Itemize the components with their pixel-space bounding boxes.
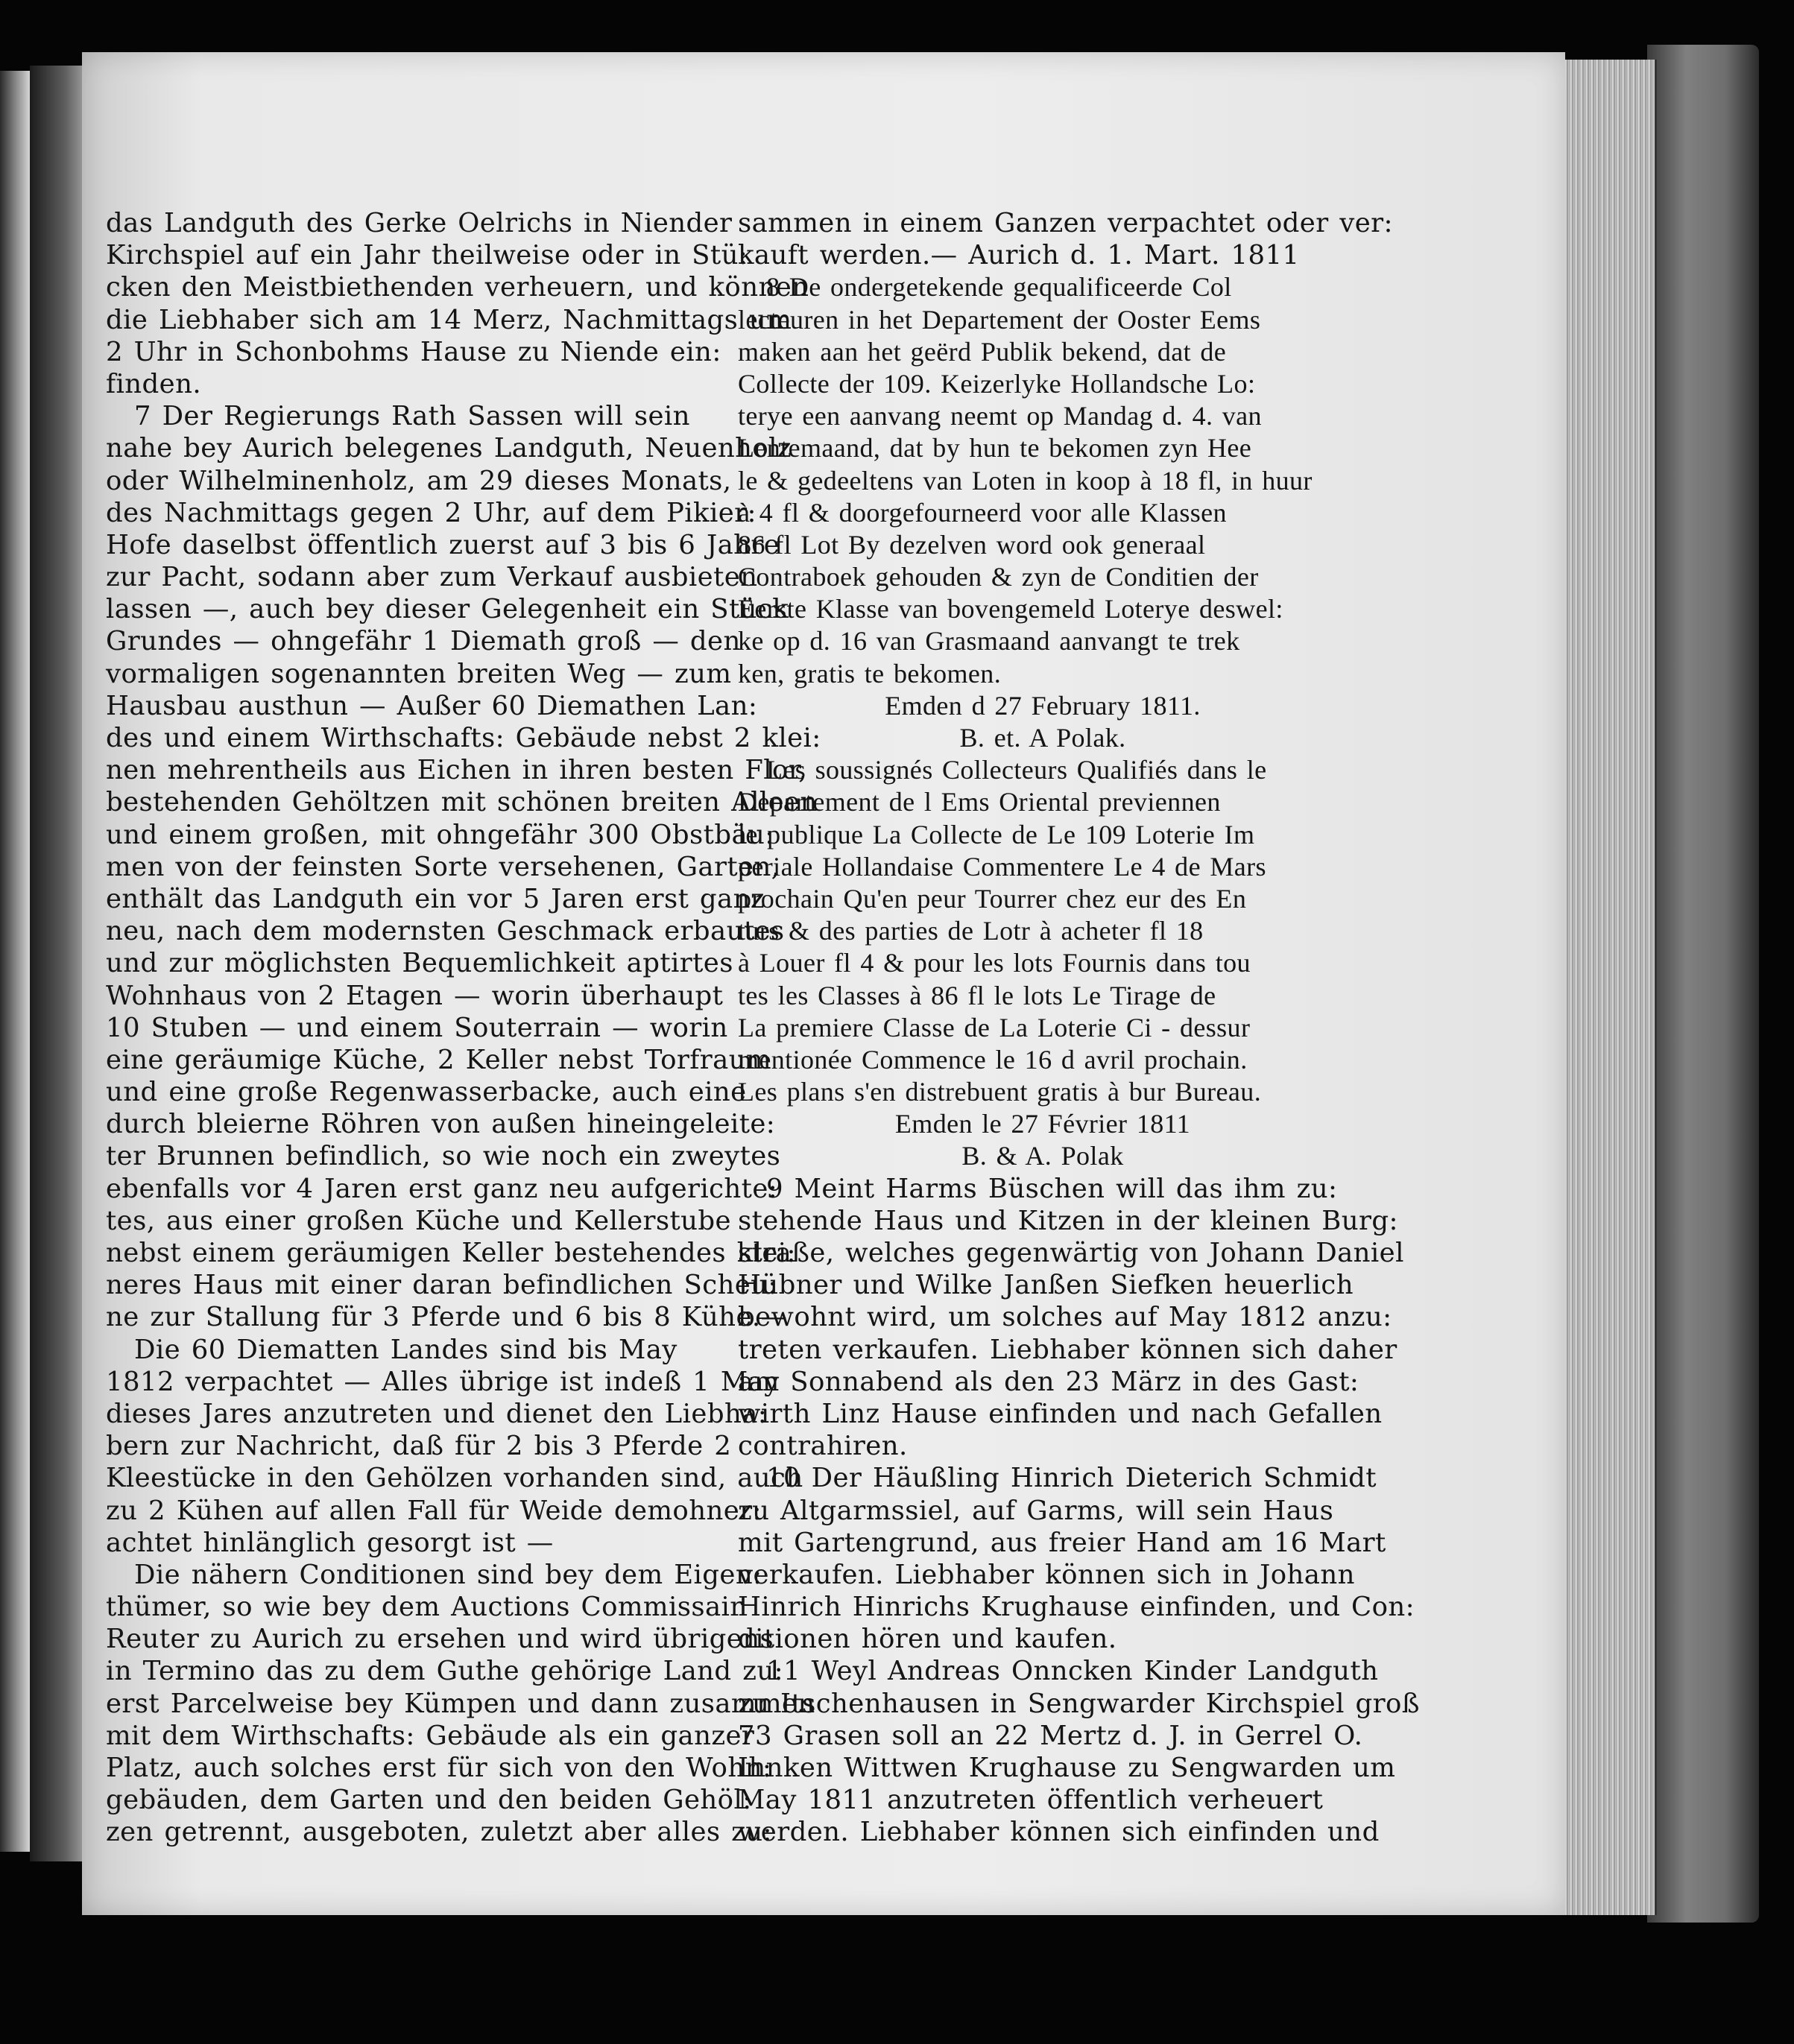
text-line: 8 De ondergetekende gequalificeerde Col <box>766 272 1232 303</box>
text-line: zu 2 Kühen auf allen Fall für Weide demohner: <box>106 1495 762 1526</box>
text-line: verkaufen. Liebhaber können sich in Johann <box>738 1559 1355 1590</box>
text-line: nebst einem geräumigen Keller bestehendes klei: <box>106 1238 796 1268</box>
text-line: oder Wilhelminenholz, am 29 dieses Monats, <box>106 465 732 496</box>
text-line: mentionée Commence le 16 d avril prochain. <box>738 1044 1248 1075</box>
text-line: und zur möglichsten Bequemlichkeit aptirtes <box>106 948 733 979</box>
text-line: B. et. A Polak. <box>959 723 1126 753</box>
text-line: Reuter zu Aurich zu ersehen und wird übrigens <box>106 1624 774 1655</box>
left-text-column <box>106 207 821 1849</box>
text-line: gebäuden, dem Garten und den beiden Gehöl: <box>106 1785 752 1816</box>
text-line: und einem großen, mit ohngefähr 300 Obstbäu: <box>106 819 774 850</box>
text-line: vormaligen sogenannten breiten Weg — zum <box>106 658 732 689</box>
text-line: lassen —, auch bey dieser Gelegenheit ein Stück <box>106 594 789 625</box>
text-line: in Termino das zu dem Guthe gehörige Land zu: <box>106 1656 783 1687</box>
text-line: Lentemaand, dat by hun te bekomen zyn Hee <box>738 433 1252 463</box>
text-line: Hinrich Hinrichs Krughause einfinden, und Con: <box>738 1592 1415 1623</box>
text-line: Contraboek gehouden & zyn de Conditien der <box>738 562 1259 592</box>
text-line: Kirchspiel auf ein Jahr theilweise oder in Stü: <box>106 240 748 271</box>
book-cover-edge <box>1647 45 1759 1923</box>
text-line: neu, nach dem modernsten Geschmack erbautes <box>106 916 785 947</box>
text-line: cken den Meistbiethenden verheuern, und können <box>106 272 809 303</box>
text-line: 1812 verpachtet — Alles übrige ist indeß 1 May <box>106 1366 780 1397</box>
text-line: zur Pacht, sodann aber zum Verkauf ausbieten <box>106 562 758 593</box>
text-line: bewohnt wird, um solches auf May 1812 anzu: <box>738 1302 1392 1333</box>
text-line: ditionen hören und kaufen. <box>738 1624 1117 1655</box>
text-line: erst Parcelweise bey Kümpen und dann zusammen <box>106 1688 815 1719</box>
text-line: zu Itschenhausen in Sengwarder Kirchspiel groß <box>738 1688 1420 1719</box>
text-line: dieses Jares anzutreten und dienet den Liebha: <box>106 1398 768 1429</box>
text-line: eine geräumige Küche, 2 Keller nebst Torfraum <box>106 1044 772 1075</box>
right-text-column <box>738 207 1420 1849</box>
text-line: 86 fl Lot By dezelven word ook generaal <box>738 529 1206 560</box>
text-line: à Louer fl 4 & pour les lots Fournis dans tou <box>738 948 1251 978</box>
text-line: werden. Liebhaber können sich einfinden und <box>738 1817 1380 1848</box>
text-line: le & gedeeltens van Loten in koop à 18 fl, in huur <box>738 465 1313 496</box>
text-line: mit dem Wirthschafts: Gebäude als ein ganzer <box>106 1720 755 1751</box>
text-line: periale Hollandaise Commentere Le 4 de Mars <box>738 851 1266 882</box>
text-line: finden. <box>106 368 202 399</box>
text-line: Les soussignés Collecteurs Qualifiés dans le <box>766 755 1267 785</box>
text-line: Platz, auch solches erst für sich von den Wohn: <box>106 1753 772 1783</box>
text-line: stehende Haus und Kitzen in der kleinen Burg: <box>738 1205 1398 1236</box>
text-line: ne zur Stallung für 3 Pferde und 6 bis 8 Kühe.— <box>106 1302 788 1333</box>
text-line: B. & A. Polak <box>961 1141 1124 1171</box>
text-line: La premiere Classe de La Loterie Ci - dessur <box>738 1012 1251 1042</box>
text-line: Ihnken Wittwen Krughause zu Sengwarden um <box>738 1753 1396 1783</box>
text-line: Les plans s'en distrebuent gratis à bur Bureau. <box>738 1077 1262 1107</box>
text-line: May 1811 anzutreten öffentlich verheuert <box>738 1785 1324 1816</box>
text-line: Kleestücke in den Gehölzen vorhanden sind, auch <box>106 1463 803 1494</box>
text-line: contrahiren. <box>738 1431 908 1462</box>
text-line: treten verkaufen. Liebhaber können sich daher <box>738 1334 1397 1365</box>
text-line: achtet hinlänglich gesorgt ist — <box>106 1527 554 1558</box>
text-line: des und einem Wirthschafts: Gebäude nebst 2 klei: <box>106 723 821 753</box>
text-line: das Landguth des Gerke Oelrichs in Niender <box>106 208 733 238</box>
text-line: turs & des parties de Lotr à acheter fl 18 <box>738 916 1204 946</box>
text-line: tes les Classes à 86 fl le lots Le Tirage de <box>738 980 1216 1010</box>
text-line: Die 60 Diematten Landes sind bis May <box>134 1334 678 1365</box>
text-line: bern zur Nachricht, daß für 2 bis 3 Pferde 2 <box>106 1431 732 1462</box>
text-line: und eine große Regenwasserbacke, auch eine <box>106 1077 747 1108</box>
text-line: terye een aanvang neemt op Mandag d. 4. van <box>738 401 1262 431</box>
text-line: Hausbau austhun — Außer 60 Diemathen Lan: <box>106 690 758 721</box>
text-line: ebenfalls vor 4 Jaren erst ganz neu aufgerichte: <box>106 1173 778 1204</box>
text-line: wirth Linz Hause einfinden und nach Gefallen <box>738 1398 1383 1429</box>
text-line: ken, gratis te bekomen. <box>738 658 1002 689</box>
text-line: 10 Stuben — und einem Souterrain — worin <box>106 1012 728 1043</box>
text-line: mit Gartengrund, aus freier Hand am 16 Mart <box>738 1527 1386 1558</box>
text-line: zen getrennt, ausgeboten, zuletzt aber alles zu: <box>106 1817 772 1848</box>
text-line: Hübner und Wilke Janßen Siefken heuerlich <box>738 1270 1354 1301</box>
text-line: Collecte der 109. Keizerlyke Hollandsche Lo: <box>738 368 1256 399</box>
text-line: 2 Uhr in Schonbohms Hause zu Niende ein: <box>106 336 721 367</box>
text-line: Die nähern Conditionen sind bey dem Eigen: <box>134 1559 762 1590</box>
text-line: am Sonnabend als den 23 März in des Gast: <box>738 1366 1359 1397</box>
text-line: Emden le 27 Février 1811 <box>894 1109 1191 1139</box>
text-line: Wohnhaus von 2 Etagen — worin überhaupt <box>106 980 724 1011</box>
text-line: à 4 fl & doorgefourneerd voor alle Klassen <box>738 497 1227 528</box>
text-line: die Liebhaber sich am 14 Merz, Nachmittags um <box>106 304 792 335</box>
text-line: thümer, so wie bey dem Auctions Commissair <box>106 1592 743 1623</box>
text-line: des Nachmittags gegen 2 Uhr, auf dem Pikier: <box>106 497 757 528</box>
text-line: Hofe daselbst öffentlich zuerst auf 3 bis 6 Jahre <box>106 529 780 560</box>
text-line: 7 Der Regierungs Rath Sassen will sein <box>134 401 690 432</box>
text-line: zu Altgarmssiel, auf Garms, will sein Haus <box>738 1495 1334 1526</box>
text-line: neres Haus mit einer daran befindlichen Scheu: <box>106 1270 777 1301</box>
text-line: maken aan het geërd Publik bekend, dat de <box>738 336 1227 367</box>
text-line: nahe bey Aurich belegenes Landguth, Neuenholz <box>106 433 792 464</box>
text-line: bestehenden Gehöltzen mit schönen breiten Alleen <box>106 787 818 818</box>
previous-page-edge <box>0 71 30 1852</box>
text-line: Eerste Klasse van bovengemeld Loterye deswel: <box>738 594 1283 624</box>
text-line: durch bleierne Röhren von außen hineingeleite: <box>106 1109 776 1140</box>
text-line: lecteuren in het Departement der Ooster Eems <box>738 304 1261 335</box>
text-line: Emden d 27 February 1811. <box>885 690 1201 721</box>
text-line: straße, welches gegenwärtig von Johann Daniel <box>738 1238 1404 1268</box>
text-line: Grundes — ohngefähr 1 Diemath groß — den <box>106 626 741 657</box>
text-line: enthält das Landguth ein vor 5 Jaren erst ganz <box>106 883 765 914</box>
text-line: nen mehrentheils aus Eichen in ihren besten Flor, <box>106 755 807 786</box>
text-line: Departement de l Ems Oriental previennen <box>738 787 1221 817</box>
text-line: kauft werden.— Aurich d. 1. Mart. 1811 <box>738 240 1300 271</box>
text-line: 11 Weyl Andreas Onncken Kinder Landguth <box>766 1656 1379 1687</box>
text-line: ter Brunnen befindlich, so wie noch ein zweytes <box>106 1141 781 1172</box>
text-line: sammen in einem Ganzen verpachtet oder ver: <box>738 208 1393 238</box>
text-line: tes, aus einer großen Küche und Kellerstube <box>106 1205 731 1236</box>
text-line: ke op d. 16 van Grasmaand aanvangt te trek <box>738 626 1240 656</box>
text-line: 9 Meint Harms Büschen will das ihm zu: <box>766 1173 1338 1204</box>
text-line: 73 Grasen soll an 22 Mertz d. J. in Gerrel O. <box>738 1720 1363 1751</box>
text-line: prochain Qu'en peur Tourrer chez eur des En <box>738 883 1247 914</box>
text-line: le publique La Collecte de Le 109 Loterie Im <box>738 819 1255 849</box>
text-line: 10 Der Häußling Hinrich Dieterich Schmidt <box>766 1463 1377 1494</box>
text-line: men von der feinsten Sorte versehenen, Garten, <box>106 851 780 882</box>
